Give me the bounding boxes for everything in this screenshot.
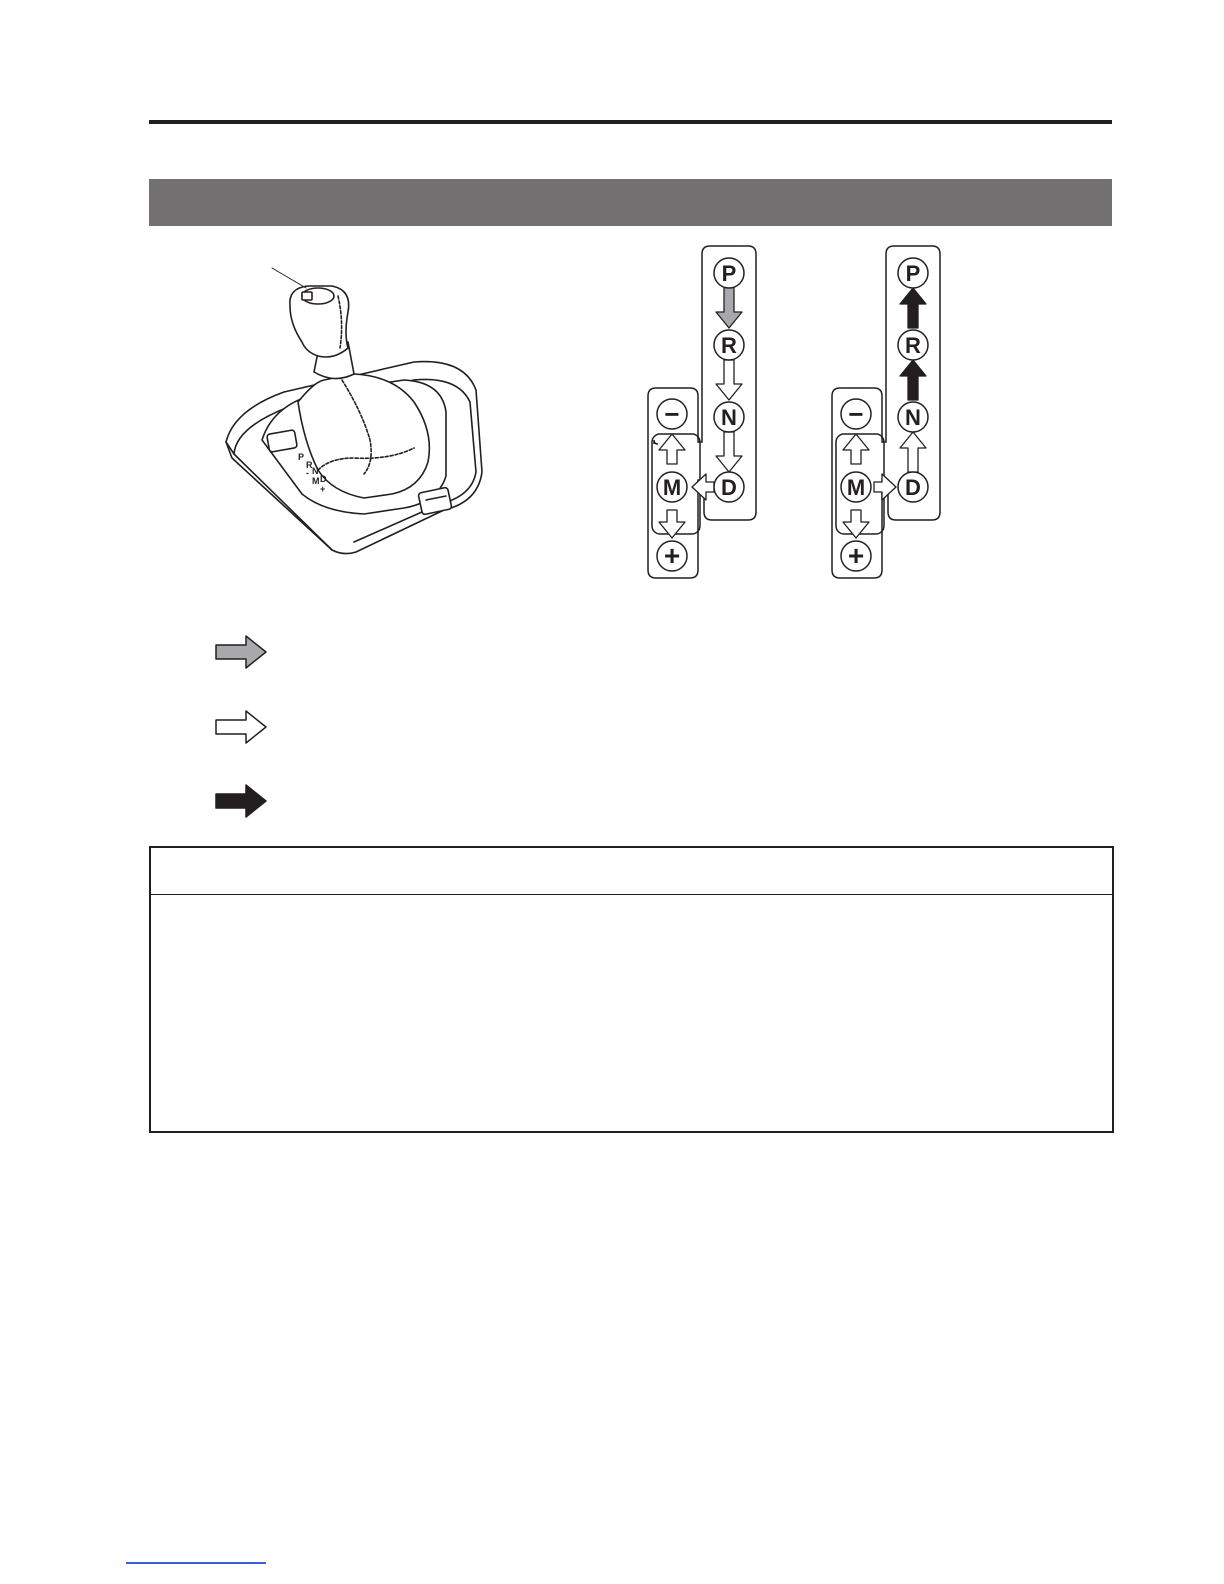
gate-left-m: M bbox=[662, 475, 682, 500]
gate-right-p: P bbox=[905, 261, 921, 286]
black-arrow-icon bbox=[214, 782, 270, 820]
indicator-p: P bbox=[298, 452, 305, 462]
legend-black-arrow bbox=[214, 782, 270, 820]
gray-arrow-icon bbox=[214, 633, 270, 671]
header-rule bbox=[149, 120, 1112, 124]
indicator-r: R bbox=[306, 460, 313, 470]
note-box bbox=[149, 846, 1114, 1133]
legend-gray-arrow bbox=[214, 633, 270, 671]
gate-right-n: N bbox=[905, 405, 921, 430]
gate-left-minus: − bbox=[664, 399, 680, 429]
legend-white-arrow bbox=[214, 708, 270, 746]
gate-left-plus: + bbox=[663, 540, 681, 571]
section-title-bar bbox=[149, 179, 1112, 226]
gate-left-n: N bbox=[721, 405, 737, 430]
gate-left-d: D bbox=[721, 475, 737, 500]
white-arrow-icon bbox=[214, 708, 270, 746]
note-heading bbox=[151, 848, 1112, 895]
shift-gate-left bbox=[640, 244, 770, 582]
selector-lever-drawing bbox=[214, 262, 504, 562]
gate-left-p: P bbox=[721, 261, 737, 286]
shift-gate-right bbox=[824, 244, 954, 582]
gate-right-d: D bbox=[905, 475, 921, 500]
gate-right-minus: − bbox=[848, 399, 864, 429]
gate-right-m: M bbox=[846, 475, 866, 500]
indicator-plus: + bbox=[320, 484, 326, 494]
footer-link-underline[interactable] bbox=[126, 1562, 266, 1564]
indicator-m: M bbox=[312, 476, 320, 486]
gate-right-plus: + bbox=[847, 540, 865, 571]
indicator-minus: - bbox=[306, 468, 309, 478]
indicator-d: D bbox=[320, 474, 327, 484]
gate-right-r: R bbox=[905, 333, 921, 358]
gate-left-r: R bbox=[721, 333, 737, 358]
indicator-n: N bbox=[312, 466, 319, 476]
gear-selector-illustration bbox=[214, 262, 504, 562]
